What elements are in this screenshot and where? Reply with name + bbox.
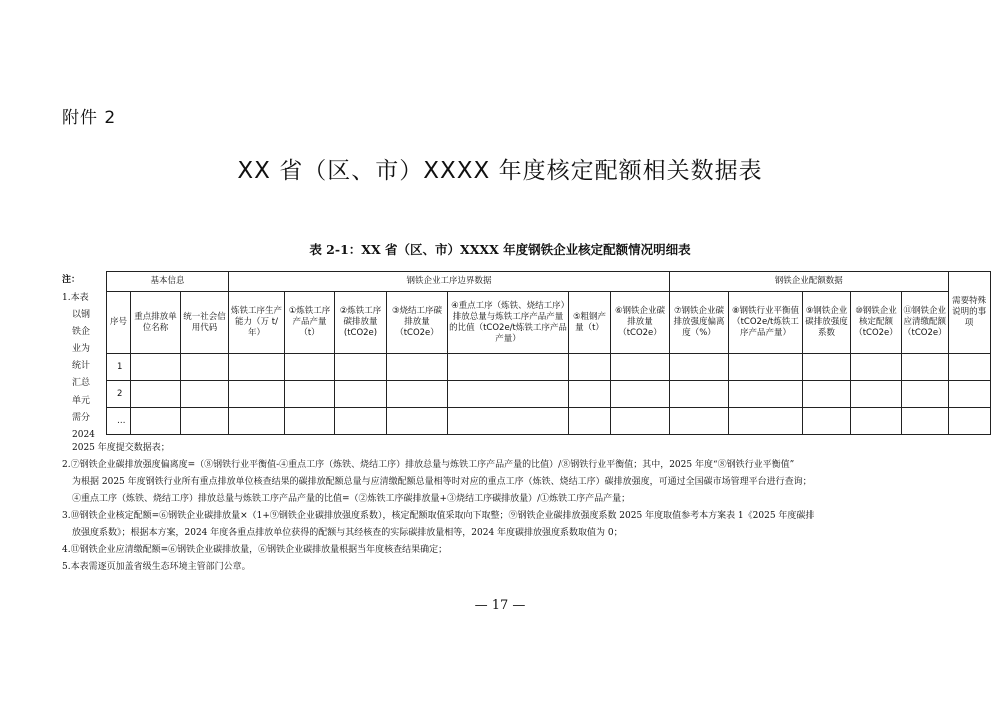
- note-2: 2.⑦钢铁企业碳排放强度偏离度=（⑧钢铁行业平衡值-④重点工序（炼铁、烧结工序）排放总量与炼铁工序产品产量的比值）/⑧钢铁行业平衡值；其中，2025 年度“⑧钢铁行业平衡值”: [62, 460, 795, 470]
- header-credit-code: 统一社会信用代码: [181, 292, 229, 354]
- table-row: [107, 381, 991, 408]
- note-1-line: 统计: [72, 361, 91, 372]
- table-row: [107, 408, 991, 435]
- note-1-line: 以钢: [72, 310, 91, 321]
- header-ironmaking-capacity: 炼铁工序生产能力（万 t/年）: [229, 292, 285, 354]
- page-title: XX 省（区、市）XXXX 年度核定配额相关数据表: [237, 158, 763, 184]
- group-header-quota: 钢铁企业配额数据: [670, 272, 949, 292]
- header-ironmaking-emission: ②炼铁工序碳排放量(tCO2e): [335, 292, 387, 354]
- table-notes: [62, 440, 942, 576]
- page-number: — 17 —: [474, 598, 526, 613]
- note-1-tail: 2025 年度提交数据表；: [72, 443, 170, 453]
- note-4: 4.⑪钢铁企业应清缴配额=⑥钢铁企业碳排放量，⑥钢铁企业碳排放量根据当年度核查结果确定；: [62, 545, 448, 555]
- header-sintering-emission: ③烧结工序碳排放量（tCO2e）: [387, 292, 448, 354]
- header-surrender-quota: ⑪钢铁企业应清缴配额（tCO2e）: [902, 292, 949, 354]
- group-header-basic: 基本信息: [107, 272, 229, 292]
- row-number: …: [107, 408, 131, 435]
- row-number: 2: [107, 381, 131, 408]
- note-2-cont: 为根据 2025 年度钢铁行业所有重点排放单位核查结果的碳排放配额总量与应清缴配额总量相等时对应的重点工序（炼铁、烧结工序）碳排放强度，可通过全国碳市场管理平台进行查询；: [72, 477, 812, 487]
- note-1-line: 汇总: [72, 378, 91, 389]
- note-1-line: 需分: [72, 412, 91, 423]
- note-1-line: 单元: [72, 395, 91, 406]
- row-number: 1: [107, 354, 131, 381]
- note-3: 3.⑩钢铁企业核定配额=⑥钢铁企业碳排放量×（1+⑨钢铁企业碳排放强度系数），核定配额取值采取向下取整；⑨钢铁企业碳排放强度系数 2025 年度取值参考本方案表 1《2025 年度碳排: [62, 511, 815, 521]
- table-title: 表 2-1：XX 省（区、市）XXXX 年度钢铁企业核定配额情况明细表: [309, 242, 691, 257]
- header-industry-balance: ⑧钢铁行业平衡值（tCO2e/t炼铁工序产品产量）: [729, 292, 803, 354]
- attachment-label: 附件 2: [62, 108, 117, 128]
- header-intensity-deviation: ⑦钢铁企业碳排放强度偏离度（%）: [670, 292, 729, 354]
- header-enterprise-emission: ⑥钢铁企业碳排放量（tCO2e）: [611, 292, 670, 354]
- note-1-line: 铁企: [72, 327, 91, 338]
- note-2-cont: ④重点工序（炼铁、烧结工序）排放总量与炼铁工序产品产量的比值=（②炼铁工序碳排放量+③烧结工序碳排放量）/①炼铁工序产品产量；: [72, 494, 631, 504]
- header-ironmaking-output: ①炼铁工序产品产量（t）: [285, 292, 335, 354]
- group-header-boundary: 钢铁企业工序边界数据: [229, 272, 670, 292]
- quota-detail-table: [106, 271, 991, 435]
- header-seq: 序号: [107, 292, 131, 354]
- note-5: 5.本表需逐页加盖省级生态环境主管部门公章。: [62, 562, 251, 572]
- header-unit-name: 重点排放单位名称: [131, 292, 181, 354]
- note-1-line: 1.本表: [62, 293, 89, 303]
- table-row: [107, 354, 991, 381]
- note-1-line: 业为: [72, 344, 91, 355]
- note-label: 注：: [62, 275, 81, 285]
- header-special-notes: 需要特殊说明的事项: [948, 272, 990, 354]
- note-1-line: 2024: [72, 429, 95, 440]
- note-1-wrapped: [62, 290, 106, 444]
- note-3-cont: 放强度系数》；根据本方案，2024 年度各重点排放单位获得的配额与其经核查的实际碳排放量相等，2024 年度碳排放强度系数取值为 0；: [72, 528, 623, 538]
- header-key-process-ratio: ④重点工序（炼铁、烧结工序）排放总量与炼铁工序产品产量的比值（tCO2e/t炼铁工序产品产量）: [448, 292, 569, 354]
- header-crude-steel-output: ⑤粗钢产量（t）: [569, 292, 611, 354]
- header-approved-quota: ⑩钢铁企业核定配额（tCO2e）: [851, 292, 902, 354]
- header-intensity-coefficient: ⑨钢铁企业碳排放强度系数: [803, 292, 851, 354]
